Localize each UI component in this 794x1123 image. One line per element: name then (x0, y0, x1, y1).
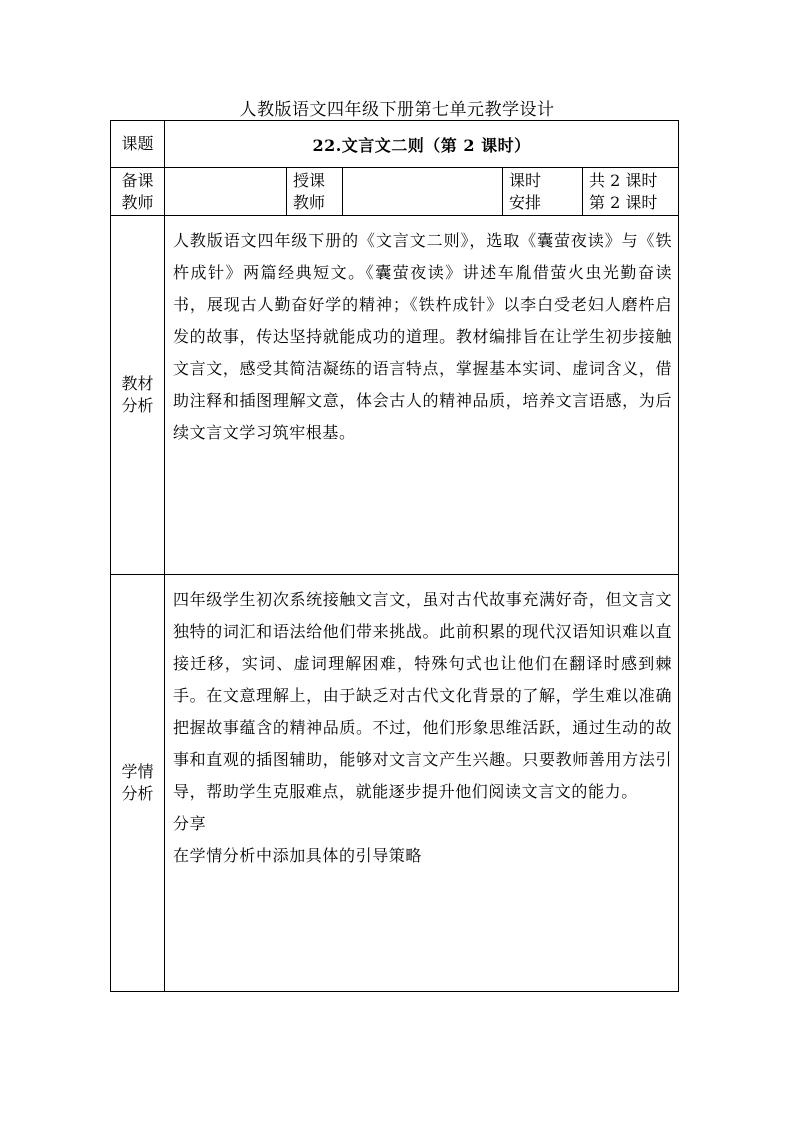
textbook-analysis-content (165, 216, 679, 575)
schedule-value (583, 168, 679, 216)
instructor-label-line-1: 授课 (293, 171, 326, 190)
topic-row (111, 121, 679, 168)
textbook-analysis-label-line-1: 教材 (121, 374, 154, 393)
student-analysis-label-line-2: 分析 (121, 784, 154, 803)
textbook-analysis-paragraph: 人教版语文四年级下册的《文言文二则》，选取《囊萤夜读》与《铁杵成针》两篇经典短文。《囊萤夜读》讲述车胤借萤火虫光勤奋读书，展现古人勤奋好学的精神；《铁杵成针》以李白受老妇人磨杵启发的故事，传达坚持就能成功的道理。教材编排旨在让学生初步接触文言文，感受其简洁凝练的语言特点，掌握基本实词、虚词含义，借助注释和插图理解文意，体会古人的精神品质，培养文言语感，为后续文言文学习筑牢根基。 (173, 231, 673, 442)
schedule-current: 第 2 课时 (589, 193, 658, 212)
meta-row (111, 168, 679, 216)
schedule-label-line-1: 课时 (509, 171, 542, 190)
student-analysis-label (111, 575, 165, 992)
student-analysis-label-line-1: 学情 (121, 762, 154, 781)
instructor-value (343, 168, 503, 216)
schedule-label-line-2: 安排 (509, 193, 542, 212)
instructor-label (287, 168, 343, 216)
schedule-label (503, 168, 583, 216)
teacher-value (165, 168, 287, 216)
instructor-label-line-2: 教师 (293, 193, 326, 212)
teacher-label-line-2: 教师 (121, 192, 154, 212)
share-note: 分享 (173, 814, 207, 833)
teacher-label-line-1: 备课 (121, 170, 154, 190)
textbook-analysis-label-line-2: 分析 (121, 396, 154, 415)
strategy-note: 在学情分析中添加具体的引导策略 (173, 846, 423, 865)
textbook-analysis-label (111, 216, 165, 575)
schedule-total: 共 2 课时 (589, 171, 658, 190)
student-analysis-paragraph: 四年级学生初次系统接触文言文，虽对古代故事充满好奇，但文言文独特的词汇和语法给他们带来挑战。此前积累的现代汉语知识难以直接迁移，实词、虚词理解困难，特殊句式也让他们在翻译时感到棘手。在文意理解上，由于缺乏对古代文化背景的了解，学生难以准确把握故事蕴含的精神品质。不过，他们形象思维活跃，通过生动的故事和直观的插图辅助，能够对文言文产生兴趣。只要教师善用方法引导，帮助学生克服难点，就能逐步提升他们阅读文言文的能力。 (173, 590, 673, 801)
document-title: 人教版语文四年级下册第七单元教学设计 (239, 100, 555, 120)
topic-label: 课题 (111, 121, 165, 168)
student-analysis-content (165, 575, 679, 992)
lesson-topic: 22.文言文二则（第 2 课时） (165, 121, 679, 168)
teacher-label (111, 168, 165, 216)
textbook-analysis-row (111, 216, 679, 575)
lesson-plan-table (110, 120, 679, 992)
student-analysis-row (111, 575, 679, 992)
